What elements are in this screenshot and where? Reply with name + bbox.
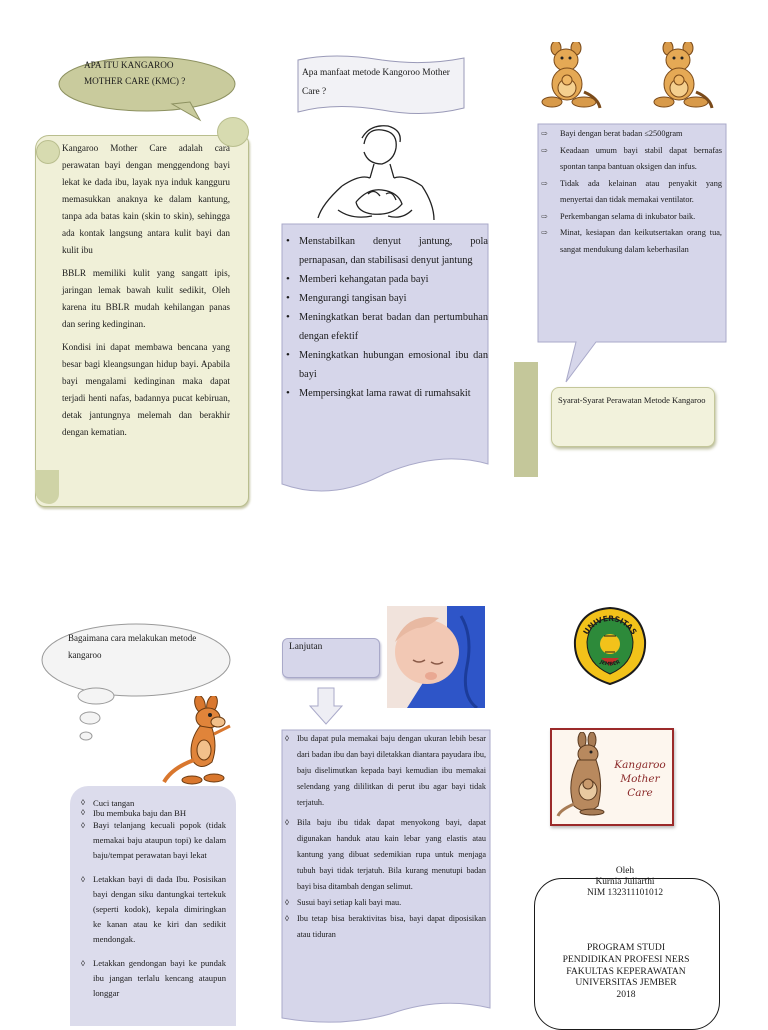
definition-text	[62, 140, 230, 441]
kangaroo-illustration	[652, 42, 714, 110]
institution-line: PENDIDIKAN PROFESI NERS	[562, 953, 690, 965]
cartoon-kangaroo	[160, 696, 238, 788]
institution-line: FAKULTAS KEPERAWATAN	[566, 965, 686, 977]
steps-list	[80, 798, 226, 1001]
logo-title: Kangaroo Mother Care	[614, 759, 666, 799]
institution-line: UNIVERSITAS JEMBER	[575, 977, 677, 989]
benefits-list	[286, 232, 488, 403]
benefit-item: • Meningkatkan berat badan dan pertumbuhan dengan efektif	[286, 308, 488, 346]
continued-item: ◊ Susui bayi setiap kali bayi mau.	[284, 895, 486, 911]
sleeping-baby-photo	[387, 606, 485, 708]
author-name: Kurnia Juliarthi	[595, 877, 655, 887]
benefit-item: • Meningkatkan hubungan emosional ibu dan bayi	[286, 346, 488, 384]
kangaroo-illustration	[540, 42, 602, 110]
requirement-item: ⇨ Bayi dengan berat badan ≤2500gram	[540, 126, 722, 143]
requirement-item: ⇨ Keadaan umum bayi stabil dapat bernafas spontan tanpa bantuan oksigen dan infus.	[540, 143, 722, 176]
benefit-question: Apa manfaat metode Kangoroo Mother Care ?	[302, 68, 450, 97]
how-question: Bagaimana cara melakukan metode kangaroo	[68, 633, 197, 660]
down-arrow-icon	[308, 686, 344, 726]
scroll-curl	[35, 470, 59, 504]
definition-paragraph: BBLR memiliki kulit yang sangatt ipis, jaringan lemak bawah kulit sedikit, Oleh karena itu BBLR mudah kehilangan panas dan sering kedinginan.	[62, 268, 230, 329]
continued-item: ◊ Ibu tetap bisa beraktivitas bisa, bayi dapat diposisikan atau tiduran	[284, 911, 486, 943]
author-nim: NIM 132311101012	[586, 888, 664, 898]
kmc-question-title: APA ITU KANGAROO MOTHER CARE (KMC) ?	[84, 60, 186, 86]
benefit-item: • Mempersingkat lama rawat di rumahsakit	[286, 384, 488, 403]
seal-text-bottom: JEMBER	[598, 659, 622, 668]
benefit-item: • Menstabilkan denyut jantung, pola pernapasan, dan stabilisasi denyut jantung	[286, 232, 488, 270]
mother-baby-drawing	[312, 124, 438, 224]
continued-item: ◊ Ibu dapat pula memakai baju dengan ukuran lebih besar dari badan ibu dan bayi diletakkan diantara payudara ibu, baju diselimutkan kepada bayi kemudian ibu memakai selendang yang dililitkan di perut ibu agar bayi tidak terjatuh.	[284, 731, 486, 811]
requirement-item: ⇨ Tidak ada kelainan atau penyakit yang menyertai dan tidak memakai ventilator.	[540, 176, 722, 209]
decorative-bar	[514, 362, 538, 477]
requirements-caption: Syarat-Syarat Perawatan Metode Kangaroo	[558, 395, 706, 405]
institution-line: 2018	[616, 989, 636, 1001]
definition-paragraph: Kondisi ini dapat membawa bencana yang besar bagi kleangsungan hidup bayi. Apabila bayi mengalami kedinginan maka dapat terjadi henti nafas, badannya pucat kebiruan, detak jantungnya melemah dan berakhir dengan kematian.	[62, 342, 230, 437]
step-item: ◊ Letakkan gendongan bayi ke pundak ibu jangan terlalu kencang ataupun longgar	[80, 956, 226, 1002]
continue-label: Lanjutan	[289, 642, 323, 652]
requirement-item: ⇨ Minat, kesiapan dan keikutsertakan orang tua, sangat mendukung dalam keberhasilan	[540, 225, 722, 258]
author-by: Oleh	[615, 866, 635, 876]
benefit-item: • Mengurangi tangisan bayi	[286, 289, 488, 308]
scroll-curl	[36, 140, 60, 164]
step-item: ◊ Bayi telanjang kecuali popok (tidak memakai baju ataupun topi) ke dalam baju/tempat perawatan bayi lekat	[80, 818, 226, 864]
institution-info	[540, 942, 712, 1001]
institution-line: PROGRAM STUDI	[586, 942, 666, 953]
university-seal	[571, 606, 649, 686]
step-item: ◊ Cuci tangan	[80, 798, 226, 808]
logo-kangaroo-illustration	[556, 732, 616, 818]
continued-item: ◊ Bila baju ibu tidak dapat menyokong bayi, dapat digunakan handuk atau kain lebar yang elastis atau kantung yang dibuat sedemikian rupa untuk menjaga tubuh bayi tidak terjatuh. Bila kurang menutupi badan bayi bisa ditambah dengan selimut.	[284, 815, 486, 895]
definition-paragraph: Kangaroo Mother Care adalah cara perawatan bayi dengan menggendong bayi lekat ke dada ibu, layak nya induk kangguru memasukkan anaknya ke dalam kantung, tanpa ada batas kain (skin to skin), sehingga ada kontak langsung antara kulit bayi dan kulit ibu	[62, 143, 230, 255]
seal-text-top: UNIVERSITAS	[581, 613, 639, 637]
benefit-item: • Memberi kehangatan pada bayi	[286, 270, 488, 289]
continued-list	[284, 731, 486, 943]
step-item: ◊ Ibu membuka baju dan BH	[80, 808, 226, 818]
requirement-item: ⇨ Perkembangan selama di inkubator baik.	[540, 209, 722, 226]
requirements-list	[540, 126, 722, 258]
step-item: ◊ Letakkan bayi di dada Ibu. Posisikan bayi dengan siku dantungkai tertekuk (seperti kodok), kepala dimiringkan ke kanan atau ke kiri dan sedikit mendongak.	[80, 872, 226, 948]
